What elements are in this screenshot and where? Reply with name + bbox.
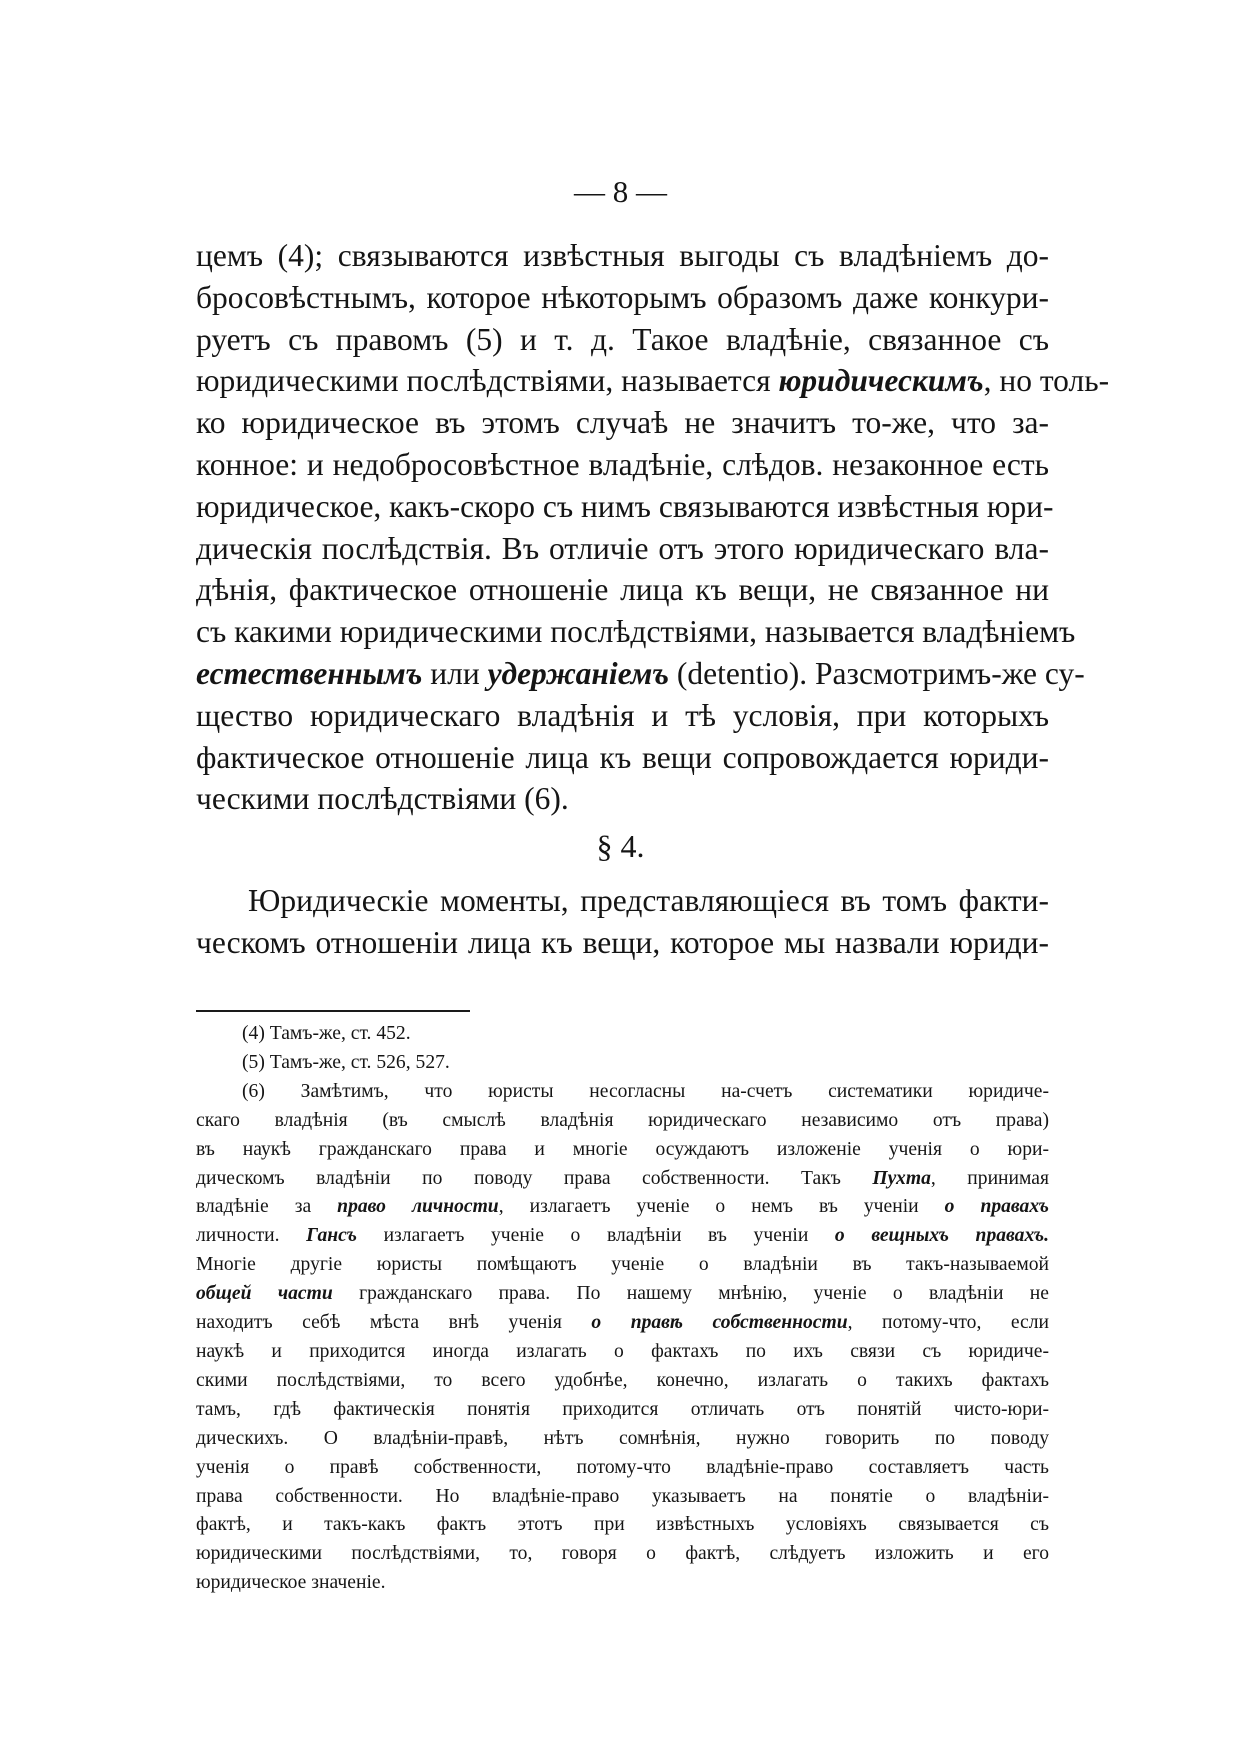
section-heading: § 4. — [596, 828, 645, 864]
paragraph-2 — [196, 880, 1049, 964]
footnote-6-line: въ наукѣ гражданскаго права и многіе осуждаютъ изложеніе ученія о юри- — [196, 1138, 1049, 1160]
text-line — [196, 360, 1110, 402]
footnote-6-line: фактѣ, и такъ-какъ фактъ этотъ при извѣстныхъ условіяхъ связывается съ — [196, 1514, 1049, 1536]
footnotes — [196, 1020, 1049, 1598]
text-line: бросовѣстнымъ, которое нѣкоторымъ образомъ даже конкури- — [196, 279, 1049, 315]
text-segment: дическомъ владѣніи по поводу права собственности. Такъ — [196, 1167, 841, 1189]
italic-term: юридическимъ — [778, 363, 984, 399]
text-segment: , но толь- — [983, 363, 1110, 399]
footnote-5: (5) Тамъ-же, ст. 526, 527. — [242, 1051, 450, 1073]
italic-term: Пухта — [872, 1167, 931, 1189]
text-line: ческими послѣдствіями (6). — [196, 781, 569, 817]
text-line: фактическое отношеніе лица къ вещи сопровождается юриди- — [196, 739, 1049, 775]
italic-term: естественнымъ — [196, 655, 423, 691]
text-segment: личности. — [196, 1225, 280, 1247]
footnote-6-line — [196, 1309, 1049, 1338]
text-line: съ какими юридическими послѣдствіями, называется владѣніемъ — [196, 614, 1076, 650]
footnote-6-line — [196, 1222, 1049, 1251]
footnote-6-line: скаго владѣнія (въ смыслѣ владѣнія юридическаго независимо отъ права) — [196, 1109, 1049, 1131]
footnote-6-line: (6) Замѣтимъ, что юристы несогласны на-счетъ систематики юридиче- — [242, 1080, 1049, 1102]
footnote-6-line: юридическое значеніе. — [196, 1572, 386, 1594]
text-segment: владѣніе за — [196, 1196, 312, 1218]
footnote-6-line: юридическими послѣдствіями, то, говоря о фактѣ, слѣдуетъ изложить и его — [196, 1543, 1049, 1565]
text-segment: (detentio). Разсмотримъ-же су- — [676, 655, 1085, 691]
text-line: щество юридическаго владѣнія и тѣ условія, при которыхъ — [196, 697, 1049, 733]
footnote-6-line: Многіе другіе юристы помѣщаютъ ученіе о владѣніи въ такъ-называемой — [196, 1254, 1049, 1276]
text-segment: юридическими послѣдствіями, называется — [196, 363, 771, 399]
italic-term: общей части — [196, 1283, 333, 1305]
text-line: юридическое, какъ-скоро съ нимъ связываются извѣстныя юри- — [196, 488, 1054, 524]
italic-term: о правѣ собственности — [591, 1312, 848, 1334]
footnote-6-line — [196, 1165, 1049, 1194]
text-segment: излагаетъ ученіе о владѣніи въ ученіи — [383, 1225, 809, 1247]
italic-term: удержаніемъ — [487, 655, 669, 691]
text-line: Юридическіе моменты, представляющіеся въ томъ факти- — [248, 883, 1049, 918]
page-number: — 8 — — [574, 174, 667, 209]
text-line: дическія послѣдствія. Въ отличіе отъ этого юридическаго вла- — [196, 530, 1049, 566]
footnote-6-line: права собственности. Но владѣніе-право указываетъ на понятіе о владѣніи- — [196, 1485, 1049, 1507]
text-segment: , принимая — [930, 1167, 1049, 1189]
italic-term: право личности — [337, 1196, 499, 1218]
text-segment: , излагаетъ ученіе о немъ въ ученіи — [498, 1196, 919, 1218]
italic-term: Гансъ — [306, 1225, 357, 1247]
text-line — [196, 653, 1085, 695]
italic-term: о вещныхъ правахъ. — [834, 1225, 1049, 1247]
text-segment: находитъ себѣ мѣста внѣ ученія — [196, 1312, 562, 1334]
text-line: руетъ съ правомъ (5) и т. д. Такое владѣніе, связанное съ — [196, 321, 1049, 357]
text-segment: , потому-что, если — [847, 1312, 1050, 1334]
italic-term: о правахъ — [944, 1196, 1049, 1218]
footnote-6-line — [196, 1193, 1049, 1222]
text-line: ческомъ отношеніи лица къ вещи, которое мы назвали юриди- — [196, 924, 1049, 960]
footnote-6-line: скими послѣдствіями, то всего удобнѣе, конечно, излагать о такихъ фактахъ — [196, 1369, 1049, 1391]
text-line: конное: и недобросовѣстное владѣніе, слѣдов. незаконное есть — [196, 446, 1049, 482]
footnote-6-line — [196, 1280, 1049, 1309]
footnote-6-line: ученія о правѣ собственности, потому-что владѣніе-право составляетъ часть — [196, 1456, 1049, 1478]
footnote-divider — [196, 1010, 470, 1012]
text-segment: или — [430, 655, 480, 691]
text-line: дѣнія, фактическое отношеніе лица къ вещи, не связанное ни — [196, 572, 1049, 608]
text-segment: гражданскаго права. По нашему мнѣнію, ученіе о владѣніи не — [359, 1283, 1049, 1305]
paragraph-1 — [196, 235, 1110, 820]
footnote-6-line: дическихъ. О владѣніи-правѣ, нѣтъ сомнѣнія, нужно говорить по поводу — [196, 1427, 1049, 1449]
footnote-4: (4) Тамъ-же, ст. 452. — [242, 1023, 411, 1044]
footnote-6-line: наукѣ и приходится иногда излагать о фактахъ по ихъ связи съ юридиче- — [196, 1340, 1049, 1362]
text-line: цемъ (4); связываются извѣстныя выгоды съ владѣніемъ до- — [196, 238, 1049, 273]
footnote-6-line: тамъ, гдѣ фактическія понятія приходится отличать отъ понятій чисто-юри- — [196, 1398, 1049, 1420]
text-line: ко юридическое въ этомъ случаѣ не значитъ то-же, что за- — [196, 405, 1049, 441]
